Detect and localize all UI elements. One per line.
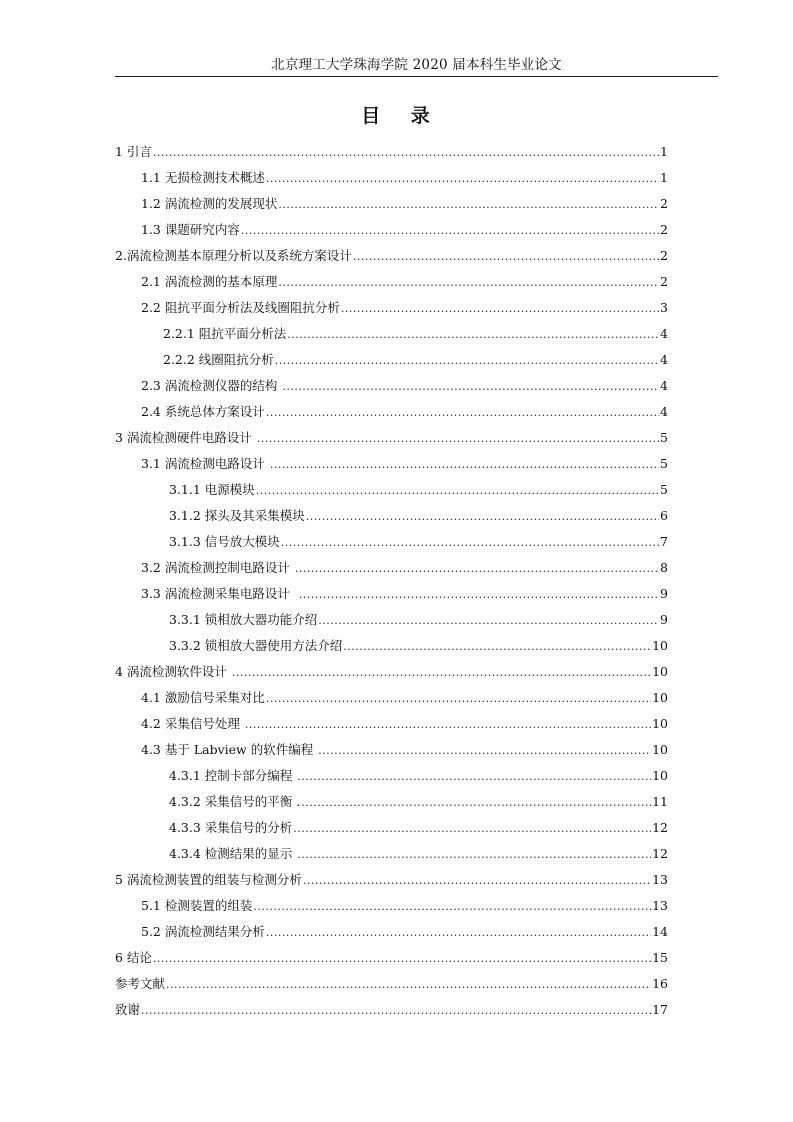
toc-entry-3-3-2[interactable] — [115, 633, 668, 659]
toc-entry-1-2[interactable] — [115, 191, 668, 217]
toc-entry-label: 2.2 阻抗平面分析法及线圈阻抗分析 — [141, 300, 340, 315]
toc-entry-page: 9 — [660, 586, 668, 601]
toc-entry-page: 12 — [652, 820, 668, 835]
toc-entry-page: 10 — [652, 638, 668, 653]
toc-entry-label: 3.2 涡流检测控制电路设计 — [141, 560, 294, 575]
dot-leader — [278, 192, 659, 218]
toc-entry-page: 15 — [652, 950, 668, 965]
toc-entry-label: 4.2 采集信号处理 — [141, 716, 244, 731]
dot-leader — [299, 582, 659, 608]
dot-leader — [253, 894, 651, 920]
toc-entry-page: 1 — [660, 170, 668, 185]
dot-leader — [287, 322, 659, 348]
toc-entry-label: 3.3 涡流检测采集电路设计 — [141, 586, 298, 601]
toc-entry-label: 2.2.2 线圈阻抗分析 — [163, 352, 274, 367]
toc-entry-page: 10 — [652, 664, 668, 679]
toc-entry-3-1-3[interactable] — [115, 529, 668, 555]
toc-entry-page: 7 — [660, 534, 668, 549]
toc-entry-3-3[interactable] — [115, 581, 668, 607]
dot-leader — [282, 374, 659, 400]
toc-entry-label: 2.涡流检测基本原理分析以及系统方案设计 — [115, 248, 352, 263]
toc-entry-label: 1.1 无损检测技术概述 — [141, 170, 265, 185]
toc-entry-label: 5.1 检测装置的组装 — [141, 898, 253, 913]
toc-entry-label: 参考文献 — [115, 976, 166, 991]
toc-entry-label: 4 涡流检测软件设计 — [115, 664, 231, 679]
toc-entry-label: 3.1.3 信号放大模块 — [169, 534, 280, 549]
dot-leader — [266, 400, 659, 426]
toc-entry-label: 1.2 涡流检测的发展现状 — [141, 196, 278, 211]
dot-leader — [266, 920, 651, 946]
dot-leader — [318, 608, 659, 634]
toc-entry-label: 2.3 涡流检测仪器的结构 — [141, 378, 282, 393]
toc-entry-3-2[interactable] — [115, 555, 668, 581]
dot-leader — [245, 712, 651, 738]
dot-leader — [257, 426, 659, 452]
dot-leader — [341, 296, 659, 322]
dot-leader — [166, 972, 651, 998]
toc-entry-page: 3 — [660, 300, 668, 315]
dot-leader — [293, 816, 651, 842]
toc-entry-4-3[interactable] — [115, 737, 668, 763]
toc-entry-label: 3.1 涡流检测电路设计 — [141, 456, 269, 471]
dot-leader — [297, 842, 651, 868]
toc-entry-4-3-2[interactable] — [115, 789, 668, 815]
toc-entry-label: 6 结论 — [115, 950, 152, 965]
dot-leader — [153, 140, 659, 166]
toc-entry-page: 10 — [652, 768, 668, 783]
toc-entry-5-1[interactable] — [115, 893, 668, 919]
toc-entry-2-2[interactable] — [115, 295, 668, 321]
toc-entry-page: 13 — [652, 872, 668, 887]
toc-entry-label: 3.1.1 电源模块 — [169, 482, 255, 497]
toc-entry-label: 3.3.1 锁相放大器功能介绍 — [169, 612, 318, 627]
dot-leader — [256, 478, 659, 504]
toc-entry-4-2[interactable] — [115, 711, 668, 737]
toc-entry-4-3-4[interactable] — [115, 841, 668, 867]
toc-entry-label: 4.3.4 检测结果的显示 — [169, 846, 297, 861]
toc-entry-page: 4 — [660, 378, 668, 393]
dot-leader — [303, 868, 651, 894]
toc-entry-1-1[interactable] — [115, 165, 668, 191]
toc-entry-page: 2 — [660, 274, 668, 289]
dot-leader — [278, 270, 659, 296]
toc-entry-label: 4.3.3 采集信号的分析 — [169, 820, 293, 835]
toc-entry-page: 5 — [660, 482, 668, 497]
toc-entry-label: 4.3.1 控制卡部分编程 — [169, 768, 297, 783]
dot-leader — [141, 998, 651, 1024]
dot-leader — [153, 946, 651, 972]
dot-leader — [343, 634, 651, 660]
toc-entry-2-3[interactable] — [115, 373, 668, 399]
toc-entry-6[interactable] — [115, 945, 668, 971]
toc-entry-label: 2.2.1 阻抗平面分析法 — [163, 326, 287, 341]
toc-entry-4[interactable] — [115, 659, 668, 685]
page-header: 北京理工大学珠海学院 2020 届本科生毕业论文 — [271, 57, 562, 73]
toc-entry-label: 3 涡流检测硬件电路设计 — [115, 430, 256, 445]
toc-entry-page: 1 — [660, 144, 668, 159]
toc-entry-label: 3.3.2 锁相放大器使用方法介绍 — [169, 638, 343, 653]
toc-entry-page: 2 — [660, 196, 668, 211]
toc-entry-3-1-1[interactable] — [115, 477, 668, 503]
dot-leader — [270, 452, 659, 478]
dot-leader — [306, 504, 659, 530]
toc-entry-3-1[interactable] — [115, 451, 668, 477]
toc-entry-1[interactable] — [115, 139, 668, 165]
toc-entry-1-3[interactable] — [115, 217, 668, 243]
toc-entry-page: 14 — [652, 924, 668, 939]
toc-entry-page: 16 — [652, 976, 668, 991]
header-divider — [115, 76, 718, 77]
dot-leader — [281, 530, 659, 556]
toc-entry-3[interactable] — [115, 425, 668, 451]
toc-entry-page: 4 — [660, 326, 668, 341]
toc-entry-page: 6 — [660, 508, 668, 523]
toc-entry-label: 2.1 涡流检测的基本原理 — [141, 274, 278, 289]
dot-leader — [353, 244, 659, 270]
toc-entry-page: 2 — [660, 248, 668, 263]
toc-entry-page: 11 — [652, 794, 668, 809]
table-of-contents — [115, 139, 668, 1023]
toc-entry-2-1[interactable] — [115, 269, 668, 295]
toc-entry-page: 4 — [660, 352, 668, 367]
toc-entry-label: 4.1 激励信号采集对比 — [141, 690, 265, 705]
toc-entry-page: 5 — [660, 430, 668, 445]
toc-title: 目 录 — [361, 105, 442, 127]
toc-entry-5[interactable] — [115, 867, 668, 893]
toc-entry-5-2[interactable] — [115, 919, 668, 945]
dot-leader — [232, 660, 651, 686]
toc-entry-label: 2.4 系统总体方案设计 — [141, 404, 265, 419]
toc-entry-page: 10 — [652, 742, 668, 757]
dot-leader — [295, 556, 659, 582]
toc-entry-page: 8 — [660, 560, 668, 575]
toc-entry-2-2-1[interactable] — [115, 321, 668, 347]
toc-entry-page: 4 — [660, 404, 668, 419]
toc-entry-2-4[interactable] — [115, 399, 668, 425]
toc-entry-label: 5.2 涡流检测结果分析 — [141, 924, 265, 939]
dot-leader — [275, 348, 659, 374]
dot-leader — [241, 218, 659, 244]
toc-entry-4-3-1[interactable] — [115, 763, 668, 789]
dot-leader — [297, 764, 651, 790]
dot-leader — [266, 686, 651, 712]
toc-entry-acknowledgements[interactable] — [115, 997, 668, 1023]
toc-entry-label: 5 涡流检测装置的组装与检测分析 — [115, 872, 302, 887]
toc-entry-4-3-3[interactable] — [115, 815, 668, 841]
toc-entry-label: 4.3.2 采集信号的平衡 . — [169, 794, 301, 809]
toc-entry-page: 17 — [652, 1002, 668, 1017]
toc-entry-label: 致谢 — [115, 1002, 141, 1017]
toc-entry-page: 12 — [652, 846, 668, 861]
toc-entry-page: 10 — [652, 690, 668, 705]
toc-entry-page: 9 — [660, 612, 668, 627]
toc-entry-page: 2 — [660, 222, 668, 237]
toc-entry-references[interactable] — [115, 971, 668, 997]
dot-leader — [301, 790, 651, 816]
toc-entry-label: 1.3 课题研究内容 — [141, 222, 240, 237]
toc-entry-label: 1 引言 — [115, 144, 152, 159]
toc-entry-3-1-2[interactable] — [115, 503, 668, 529]
toc-entry-3-3-1[interactable] — [115, 607, 668, 633]
toc-entry-2-2-2[interactable] — [115, 347, 668, 373]
dot-leader — [318, 738, 651, 764]
toc-entry-4-1[interactable] — [115, 685, 668, 711]
toc-entry-2[interactable] — [115, 243, 668, 269]
toc-entry-page: 10 — [652, 716, 668, 731]
toc-entry-label: 4.3 基于 Labview 的软件编程 — [141, 742, 318, 757]
toc-entry-page: 5 — [660, 456, 668, 471]
toc-entry-page: 13 — [652, 898, 668, 913]
dot-leader — [266, 166, 659, 192]
toc-entry-label: 3.1.2 探头及其采集模块 — [169, 508, 305, 523]
